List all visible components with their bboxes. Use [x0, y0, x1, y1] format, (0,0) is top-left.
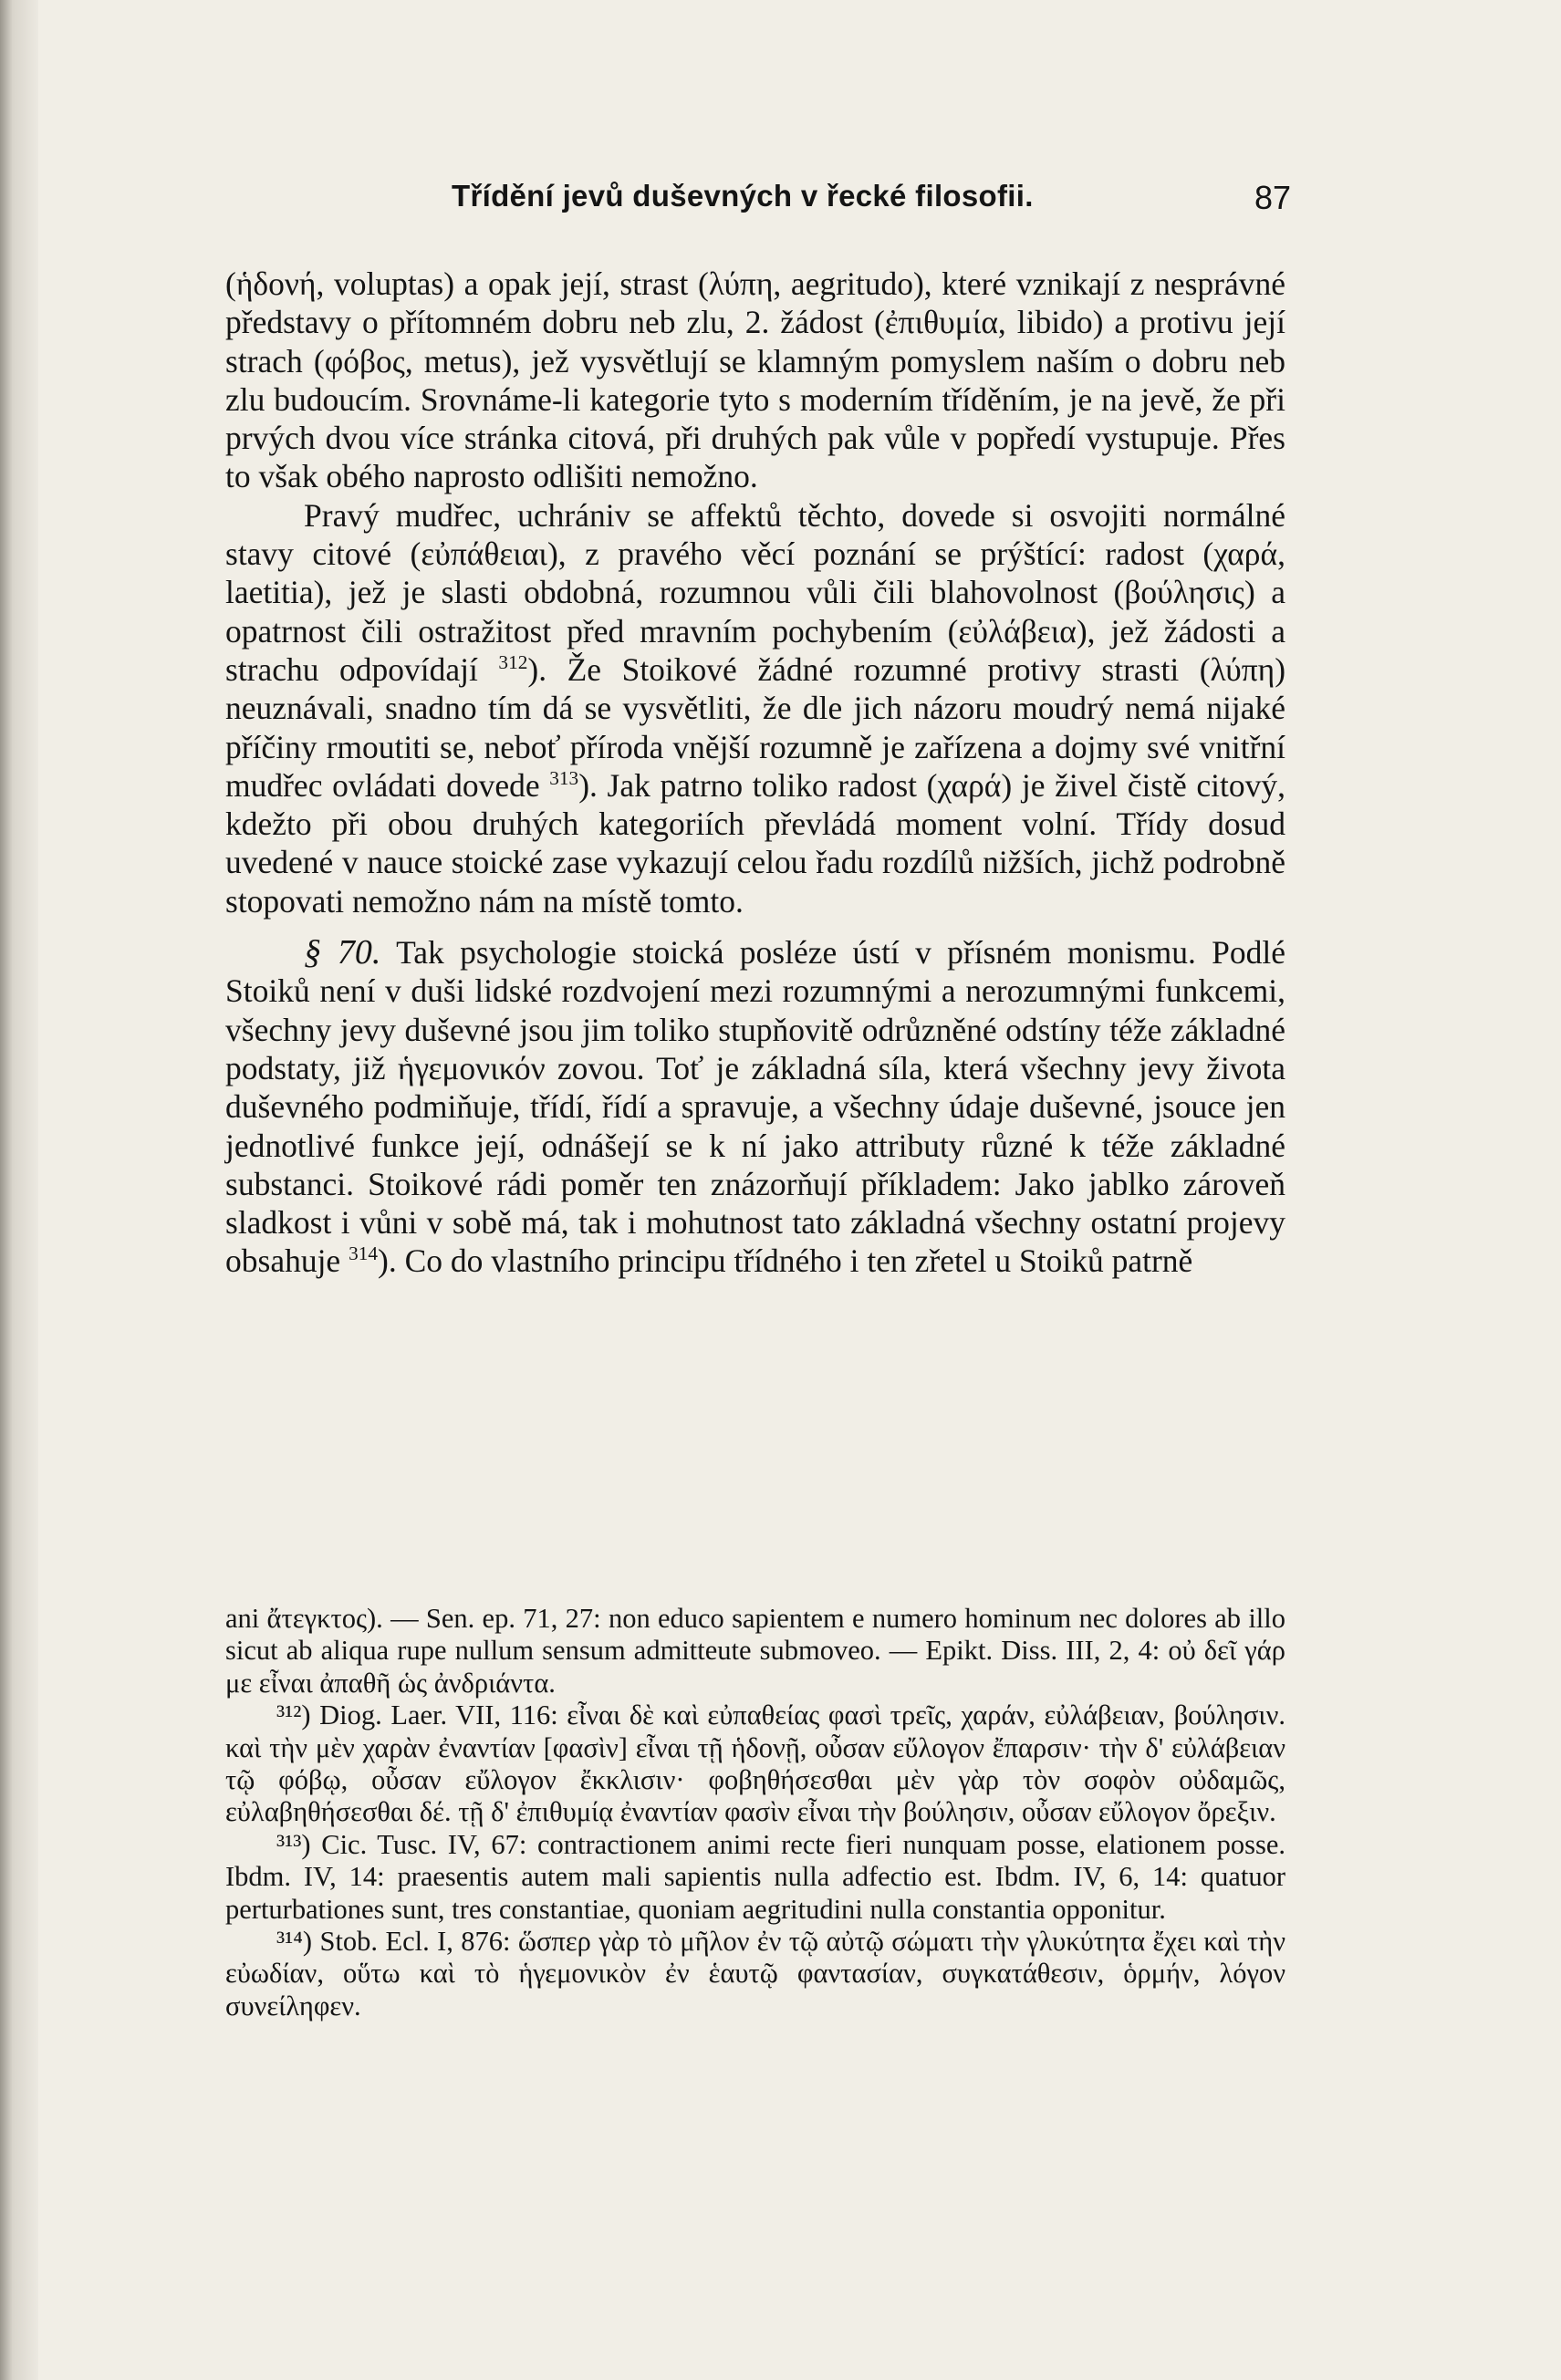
paragraph-2-part-1: Pravý mudřec, uchrániv se affektů těchto, dovede si osvojiti normálné stavy citové (εὐπάθειαι), z pravého věcí poznání se prýštící: radost (χαρά, laetitia), jež je slasti obdobná, rozumnou vůli čili blahovolnost (βούλησις) a opatrnost čili ostražitost před mravním pochybením (εὐλάβεια), jež žádosti a strachu odpovídají [225, 496, 1285, 688]
footnotes [225, 1603, 1285, 2022]
page-number: 87 [1254, 179, 1291, 216]
footnote-ref-314: 314 [349, 1242, 379, 1265]
footnote-312: ³¹²) Diog. Laer. VII, 116: εἶναι δὲ καὶ εὐπαθείας φασὶ τρεῖς, χαράν, εὐλάβειαν, βούλησιν. καὶ τὴν μὲν χαρὰν ἐναντίαν [φασὶν] εἶναι τῇ ἡδονῇ, οὖσαν εὔλογον ἔπαρσιν· τὴν δ' εὐλάβειαν τῷ φόβῳ, οὖσαν εὔλογον ἔκκλισιν· φοβηθήσεσθαι μὲν γὰρ τὸν σοφὸν οὐδαμῶς, εὐλαβηθήσεσθαι δέ. τῇ δ' ἐπιθυμίᾳ ἐναντίαν φασὶν εἶναι τὴν βούλησιν, οὖσαν εὔλογον ὄρεξιν. [225, 1699, 1285, 1828]
running-title: Třídění jevů duševných v řecké filosofii. [452, 179, 1034, 213]
paragraph-1: (ἡδονή, voluptas) a opak její, strast (λύπη, aegritudo), které vznikají z nesprávné představy o přítomném dobru neb zlu, 2. žádost (ἐπιθυμία, libido) a protivu její strach (φόβος, metus), jež vysvětlují se klamným pomyslem naším o dobru neb zlu budoucím. Srovnáme-li kategorie tyto s moderním tříděním, je na jevě, že při prvých dvou více stránka citová, při druhých pak vůle v popředí vystupuje. Přes to však obého naprosto odlišiti nemožno. [225, 265, 1285, 495]
paragraph-2-part-2: Že Stoikové žádné rozumné protivy strasti (λύπη) neuznávali, snadno tím dá se vysvětliti, že dle jich názoru moudrý nemá nijaké příčiny rmoutiti se, neboť příroda vnější rozumně je zařízena a dojmy své vnitřní mudřec ovládati dovede [225, 650, 1286, 804]
footnote-313: ³¹³) Cic. Tusc. IV, 67: contractionem animi recte fieri nunquam posse, elationem posse. Ibdm. IV, 14: praesentis autem mali sapientis nulla adfectio est. Ibdm. IV, 6, 14: quatuor perturbationes sunt, tres constantiae, quoniam aegritudini nulla constantia opponitur. [225, 1828, 1285, 1925]
paragraph-2-part-3: Jak patrno toliko radost (χαρά) je živel čistě citový, kdežto při obou druhých kategoriích převládá moment volní. Třídy dosud uvedené v nauce stoické zase vykazují celou řadu rozdílů nižších, jichž podrobně stopovati nemožno nám na místě tomto. [225, 766, 1286, 920]
paragraph-2: Pravý mudřec, uchrániv se affektů těchto, dovede si osvojiti normálné stavy citové (εὐπάθειαι), z pravého věcí poznání se prýštící: radost (χαρά, laetitia), jež je slasti obdobná, rozumnou vůli čili blahovolnost (βούλησις) a opatrnost čili ostražitost před mravním pochybením (εὐλάβεια), jež žádosti a strachu odpovídají $^{312}$). Že Stoikové žádné rozumné protivy strasti (λύπη) neuznávali, snadno tím dá se vysvětliti, že dle jich názoru moudrý nemá nijaké příčiny rmoutiti se, neboť příroda vnější rozumně je zařízena a dojmy své vnitřní mudřec ovládati dovede $^{313}$). Jak patrno toliko radost (χαρά) je živel čistě citový, kdežto při obou druhých kategoriích převládá moment volní. Třídy dosud uvedené v nauce stoické zase vykazují celou řadu rozdílů nižších, jichž podrobně stopovati nemožno nám na místě tomto. [225, 496, 1286, 920]
body-text [225, 265, 1285, 1281]
footnote-continuation: ani ἄτεγκτος). — Sen. ep. 71, 27: non educo sapientem e numero hominum nec dolores ab illo sicut ab aliqua rupe nullum sensum admitteute submoveo. — Epikt. Diss. III, 2, 4: οὐ δεῖ γάρ με εἶναι ἀπαθῆ ὡς ἀνδριάντα. [225, 1603, 1285, 1699]
paragraph-section-70: § 70. Tak psychologie stoická posléze ústí v přísném monismu. Podlé Stoiků není v duši lidské rozdvojení mezi rozumnými a nerozumnými funkcemi, všechny jevy duševné jsou jim toliko stupňovitě odrůzněné odstíny téže základné podstaty, již ἡγεμονικόν zovou. Toť je základná síla, která všechny jevy života duševného podmiňuje, třídí, řídí a spravuje, a všechny údaje duševné, jsouce jen jednotlivé funkce její, odnášejí se k ní jako attributy různé k téže základné substanci. Stoikové rádi poměr ten znázorňují příkladem: Jako jablko zároveň sladkost i vůni v sobě má, tak i mohutnost tato základná všechny ostatní projevy obsahuje $^{314}$). Co do vlastního principu třídného i ten zřetel u Stoiků patrně [225, 933, 1286, 1280]
page-header [228, 179, 1291, 226]
binding-edge [0, 0, 38, 2380]
footnote-ref-312: 312 [498, 651, 528, 674]
section-number: § 70. [304, 933, 381, 972]
paragraph-3-part-1: Tak psychologie stoická posléze ústí v přísném monismu. Podlé Stoiků není v duši lidské rozdvojení mezi rozumnými a nerozumnými funkcemi, všechny jevy duševné jsou jim toliko stupňovitě odrůzněné odstíny téže základné podstaty, již ἡγεμονικόν zovou. Toť je základná síla, která všechny jevy života duševného podmiňuje, třídí, řídí a spravuje, a všechny údaje duševné, jsouce jen jednotlivé funkce její, odnášejí se k ní jako attributy různé k téže základné substanci. Stoikové rádi poměr ten znázorňují příkladem: Jako jablko zároveň sladkost i vůni v sobě má, tak i mohutnost tato základná všechny ostatní projevy obsahuje [225, 934, 1286, 1280]
footnote-314: ³¹⁴) Stob. Ecl. I, 876: ὥσπερ γὰρ τὸ μῆλον ἐν τῷ αὐτῷ σώματι τὴν γλυκύτητα ἔχει καὶ τὴν εὐωδίαν, οὕτω καὶ τὸ ἡγεμονικὸν ἐν ἑαυτῷ φαντασίαν, συγκατάθεσιν, ὁρμήν, λόγον συνείληφεν. [225, 1926, 1285, 2021]
paragraph-3-part-2: Co do vlastního principu třídného i ten zřetel u Stoiků patrně [404, 1242, 1193, 1280]
footnote-ref-313: 313 [549, 767, 579, 790]
